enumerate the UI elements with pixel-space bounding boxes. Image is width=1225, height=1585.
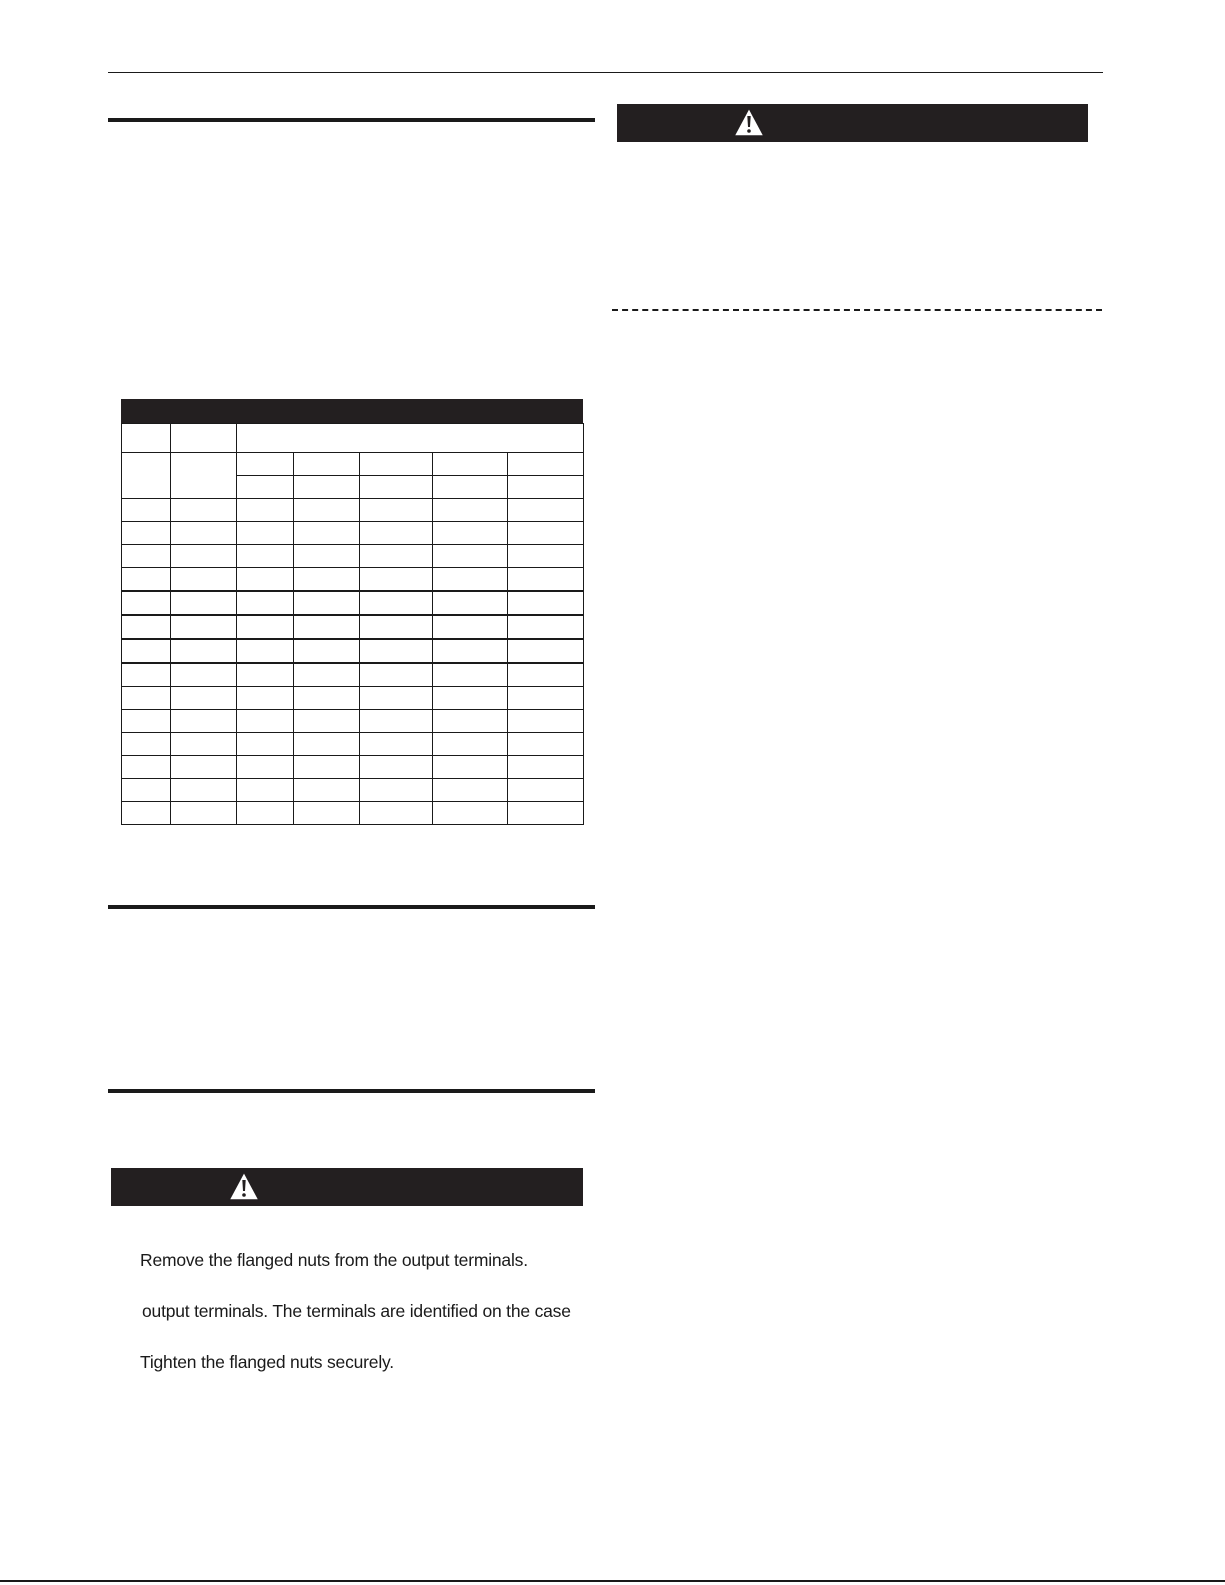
table-cell	[294, 453, 360, 476]
table-row	[122, 756, 584, 779]
table-cell	[508, 756, 584, 779]
table-cell	[433, 591, 508, 615]
table-cell	[294, 802, 360, 825]
table-cell	[294, 545, 360, 568]
table-cell	[433, 687, 508, 710]
table-cell	[122, 733, 171, 756]
table-cell	[237, 639, 294, 663]
table-cell	[294, 615, 360, 639]
table-row-header-1	[122, 424, 584, 453]
warning-banner-installation	[111, 1168, 583, 1206]
table-cell	[508, 476, 584, 499]
table-cell	[360, 453, 433, 476]
table-row	[122, 522, 584, 545]
table-cell	[508, 779, 584, 802]
table-cell	[508, 687, 584, 710]
table-cell	[433, 663, 508, 687]
table-cell	[122, 424, 171, 453]
table-row	[122, 779, 584, 802]
table-cell	[508, 545, 584, 568]
table-cell	[237, 756, 294, 779]
table-cell	[294, 476, 360, 499]
table-cell	[433, 522, 508, 545]
warning-triangle-icon	[732, 106, 766, 138]
page-footer-rule	[0, 1580, 1225, 1582]
table-cell	[237, 545, 294, 568]
table-cell	[171, 545, 237, 568]
table-cell	[237, 687, 294, 710]
table-cell	[508, 733, 584, 756]
specifications-table-header	[121, 399, 583, 423]
table-cell	[294, 499, 360, 522]
specifications-table-grid	[121, 423, 584, 825]
table-cell	[171, 453, 237, 499]
installation-step-1: Remove the flanged nuts from the output terminals.	[140, 1250, 528, 1270]
table-cell	[294, 522, 360, 545]
table-cell	[294, 663, 360, 687]
table-cell	[171, 568, 237, 592]
table-cell	[360, 499, 433, 522]
table-row	[122, 710, 584, 733]
table-cell	[360, 802, 433, 825]
table-cell	[237, 453, 294, 476]
table-cell	[360, 687, 433, 710]
table-cell	[433, 476, 508, 499]
table-cell	[508, 453, 584, 476]
table-cell	[433, 545, 508, 568]
table-cell	[237, 591, 294, 615]
table-cell	[237, 663, 294, 687]
table-row	[122, 615, 584, 639]
table-cell	[433, 639, 508, 663]
table-cell	[294, 733, 360, 756]
table-cell	[237, 710, 294, 733]
specifications-table	[121, 399, 583, 825]
table-cell	[433, 615, 508, 639]
table-row	[122, 545, 584, 568]
installation-step-3: Tighten the flanged nuts securely.	[140, 1352, 394, 1372]
page-header-rule	[108, 72, 1103, 73]
table-cell	[171, 499, 237, 522]
table-cell	[508, 615, 584, 639]
table-cell	[237, 615, 294, 639]
table-cell	[171, 424, 237, 453]
table-cell	[171, 779, 237, 802]
table-cell	[171, 615, 237, 639]
table-cell	[122, 663, 171, 687]
table-cell	[171, 663, 237, 687]
table-cell	[237, 499, 294, 522]
table-cell	[122, 615, 171, 639]
table-cell	[122, 802, 171, 825]
table-cell	[508, 802, 584, 825]
table-row	[122, 733, 584, 756]
table-row	[122, 802, 584, 825]
table-cell	[122, 568, 171, 592]
table-cell	[433, 710, 508, 733]
table-cell	[122, 639, 171, 663]
table-cell	[171, 687, 237, 710]
warning-triangle-icon	[227, 1170, 261, 1202]
installation-step-2: output terminals. The terminals are identified on the case	[142, 1301, 571, 1321]
table-cell	[360, 591, 433, 615]
table-cell	[294, 568, 360, 592]
table-cell	[360, 733, 433, 756]
table-row	[122, 639, 584, 663]
table-cell	[294, 591, 360, 615]
table-cell	[360, 568, 433, 592]
table-cell	[433, 499, 508, 522]
table-cell	[433, 756, 508, 779]
table-cell	[294, 756, 360, 779]
table-cell	[360, 545, 433, 568]
table-cell	[433, 568, 508, 592]
table-cell	[360, 639, 433, 663]
table-cell	[171, 802, 237, 825]
table-cell	[171, 733, 237, 756]
table-row	[122, 663, 584, 687]
table-cell	[433, 779, 508, 802]
table-cell	[122, 499, 171, 522]
table-cell	[294, 687, 360, 710]
table-cell	[294, 710, 360, 733]
table-cell	[294, 639, 360, 663]
table-cell	[171, 710, 237, 733]
section-rule-installation	[108, 1089, 595, 1093]
table-cell	[508, 522, 584, 545]
dashed-separator-rule	[612, 309, 1102, 311]
table-row	[122, 591, 584, 615]
table-cell	[122, 522, 171, 545]
table-cell	[360, 476, 433, 499]
table-cell	[122, 545, 171, 568]
table-cell	[171, 522, 237, 545]
table-cell	[237, 476, 294, 499]
table-cell	[122, 779, 171, 802]
table-cell	[508, 568, 584, 592]
table-cell	[122, 710, 171, 733]
section-rule-specifications	[108, 118, 595, 122]
table-row	[122, 499, 584, 522]
table-cell	[508, 663, 584, 687]
warning-banner-right	[617, 104, 1088, 142]
table-cell	[360, 779, 433, 802]
table-cell	[237, 733, 294, 756]
table-cell	[171, 591, 237, 615]
table-cell	[508, 639, 584, 663]
table-cell	[433, 733, 508, 756]
table-cell	[360, 615, 433, 639]
table-cell	[122, 591, 171, 615]
section-rule-second	[108, 905, 595, 909]
table-cell	[294, 779, 360, 802]
table-cell	[122, 687, 171, 710]
table-cell	[237, 568, 294, 592]
table-cell	[237, 522, 294, 545]
table-cell	[360, 522, 433, 545]
table-cell	[122, 756, 171, 779]
table-cell	[508, 591, 584, 615]
table-cell	[237, 424, 584, 453]
table-row	[122, 568, 584, 592]
table-cell	[171, 756, 237, 779]
table-cell	[433, 802, 508, 825]
table-cell	[433, 453, 508, 476]
table-cell	[508, 710, 584, 733]
table-cell	[508, 499, 584, 522]
table-cell	[360, 663, 433, 687]
table-cell	[237, 802, 294, 825]
table-cell	[237, 779, 294, 802]
table-row-header-2	[122, 453, 584, 476]
table-cell	[360, 756, 433, 779]
table-cell	[122, 453, 171, 499]
table-cell	[360, 710, 433, 733]
table-cell	[171, 639, 237, 663]
table-row	[122, 687, 584, 710]
